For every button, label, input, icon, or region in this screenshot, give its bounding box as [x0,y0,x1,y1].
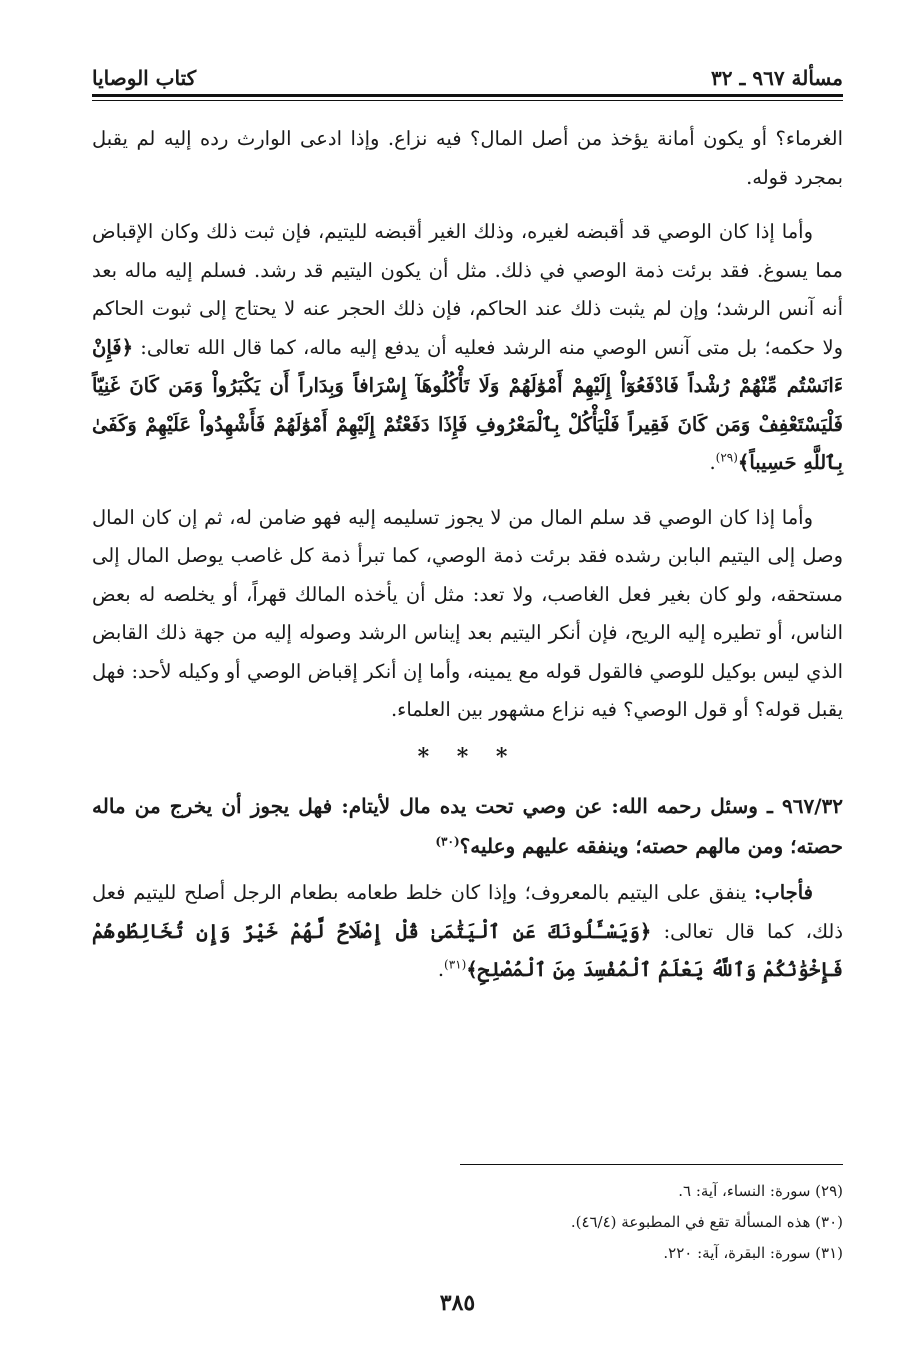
main-text [92,120,843,990]
footnote-31: (٣١) سورة: البقرة، آية: ٢٢٠. [663,1244,843,1262]
footnote-ref-31: (٣١) [444,957,467,972]
quran-verse-1: ﴿فَإِنْ ءَانَسْتُم مِّنْهُمْ رُشْداً فَادْفَعُوٓاْ إِلَيْهِمْ أَمْوَٰلَهُمْ وَلَا تَأْكُلُوهَآ إِسْرَافاً وَبِدَاراً أَن يَكْبَرُواْ وَمَن كَانَ غَنِيّاً فَلْيَسْتَعْفِفْ وَمَن كَانَ فَقِيراً فَلْيَأْكُلْ بِٱلْمَعْرُوفِ فَإِذَا دَفَعْتُمْ إِلَيْهِمْ أَمْوَٰلَهُمْ فَأَشْهِدُواْ عَلَيْهِمْ وَكَفَىٰ بِٱللَّهِ حَسِيباً﴾ [92,335,843,474]
issue-range: مسألة ٩٦٧ ـ ٣٢ [711,66,843,90]
paragraph-2: وأما إذا كان الوصي قد أقبضه لغيره، وذلك الغير أقبضه لليتيم، فإن ثبت ذلك وكان الإقباض مما يسوغ. فقد برئت ذمة الوصي في ذلك. مثل أن يكون اليتيم قد رشد. فسلم إليه ماله بعد أنه آنس الرشد؛ وإن لم يثبت ذلك عند الحاكم، فإن ذلك الحجر عنه لا يحتاج إلى ثبوت الحاكم ولا حكمه؛ بل متى آنس الوصي منه الرشد فعليه أن يدفع إليه ماله، كما قال الله تعالى: ﴿فَإِنْ ءَانَسْتُم مِّنْهُمْ رُشْداً فَادْفَعُوٓاْ إِلَيْهِمْ أَمْوَٰلَهُمْ وَلَا تَأْكُلُوهَآ إِسْرَافاً وَبِدَاراً أَن يَكْبَرُواْ وَمَن كَانَ غَنِيّاً فَلْيَسْتَعْفِفْ وَمَن كَانَ فَقِيراً فَلْيَأْكُلْ بِٱلْمَعْرُوفِ فَإِذَا دَفَعْتُمْ إِلَيْهِمْ أَمْوَٰلَهُمْ فَأَشْهِدُواْ عَلَيْهِمْ وَكَفَىٰ بِٱللَّهِ حَسِيباً﴾$^{(٢٩)}$. [92,220,843,474]
footnote-30: (٣٠) هذه المسألة تقع في المطبوعة (٤٦/٤). [570,1213,843,1231]
header-rule-thick [92,94,843,97]
book-title: كتاب الوصايا [92,66,197,90]
section-separator: * * * [417,743,518,770]
footnote-ref-29: (٢٩) [715,450,738,465]
running-header [92,60,843,90]
paragraph-2-text: وأما إذا كان الوصي قد أقبضه لغيره، وذلك الغير أقبضه لليتيم، فإن ثبت ذلك وكان الإقباض مما يسوغ. فقد برئت ذمة الوصي في ذلك. مثل أن يكون اليتيم قد رشد. فسلم إليه ماله بعد أنه آنس الرشد؛ وإن لم يثبت ذلك عند الحاكم، فإن ذلك الحجر عنه لا يحتاج إلى ثبوت الحاكم ولا حكمه؛ بل متى آنس الوصي منه الرشد فعليه أن يدفع إليه ماله، كما قال الله تعالى: [92,220,843,359]
question-heading [92,786,843,866]
paragraph-3: وأما إذا كان الوصي قد سلم المال من لا يجوز تسليمه إليه فهو ضامن له، ثم إن كان المال وصل إلى اليتيم البابن رشده فقد برئت ذمة الوصي، كما تبرأ ذمة كل غاصب يوصل المال إلى مستحقه، ولو كان بغير فعل الغاصب، ولا تعد: مثل أن يأخذه المالك قهراً، أو يخلصه له بعض الناس، أو تطيره إليه الريح، فإن أنكر اليتيم بعد إيناس الرشد وصوله إليه من جهة ذلك القابض الذي ليس بوكيل للوصي فالقول قوله مع يمينه، وأما إن أنكر إقباض الوصي أو وكيله لأحد: فهل يقبل قوله؟ أو قول الوصي؟ فيه نزاع مشهور بين العلماء. [92,505,843,721]
header-rule-thin [92,100,843,101]
answer-label: فأجاب: [754,881,813,904]
answer-paragraph: فأجاب: ينفق على اليتيم بالمعروف؛ وإذا كان خلط طعامه بطعام الرجل أصلح لليتيم فعل ذلك، كما قال تعالى: ﴿وَيَسْـَٔلُونَكَ عَنِ ٱلْيَتَٰمَىٰ قُلْ إِصْلَاحٌ لَّهُمْ خَيْرٌ وَإِن تُخَالِطُوهُمْ فَإِخْوَٰنُكُمْ وَٱللَّهُ يَعْلَمُ ٱلْمُفْسِدَ مِنَ ٱلْمُصْلِحِ﴾$^{(٣١)}$. [92,881,844,981]
quran-verse-2: ﴿وَيَسْـَٔلُونَكَ عَنِ ٱلْيَتَٰمَىٰ قُلْ إِصْلَاحٌ لَّهُمْ خَيْرٌ وَإِن تُخَالِطُوهُمْ فَإِخْوَٰنُكُمْ وَٱللَّهُ يَعْلَمُ ٱلْمُفْسِدَ مِنَ ٱلْمُصْلِحِ﴾ [92,919,843,981]
footnote-29: (٢٩) سورة: النساء، آية: ٦. [678,1182,843,1200]
page-number: ٣٨٥ [439,1290,476,1316]
answer-text: ينفق على اليتيم بالمعروف؛ وإذا كان خلط طعامه بطعام الرجل أصلح لليتيم فعل ذلك، كما قال تعالى: [92,881,844,943]
footnote-rule [460,1164,843,1165]
footnotes [92,1176,843,1269]
paragraph-1: الغرماء؟ أو يكون أمانة يؤخذ من أصل المال؟ فيه نزاع. وإذا ادعى الوارث رده إليه لم يقبل بمجرد قوله. [92,127,843,189]
question-text: ٩٦٧/٣٢ ـ وسئل رحمه الله: عن وصي تحت يده مال لأيتام: فهل يجوز أن يخرج من ماله حصته؛ ومن مالهم حصته؛ وينفقه عليهم وعليه؟ [92,794,843,858]
footnote-ref-30: (٣٠) [435,834,460,849]
